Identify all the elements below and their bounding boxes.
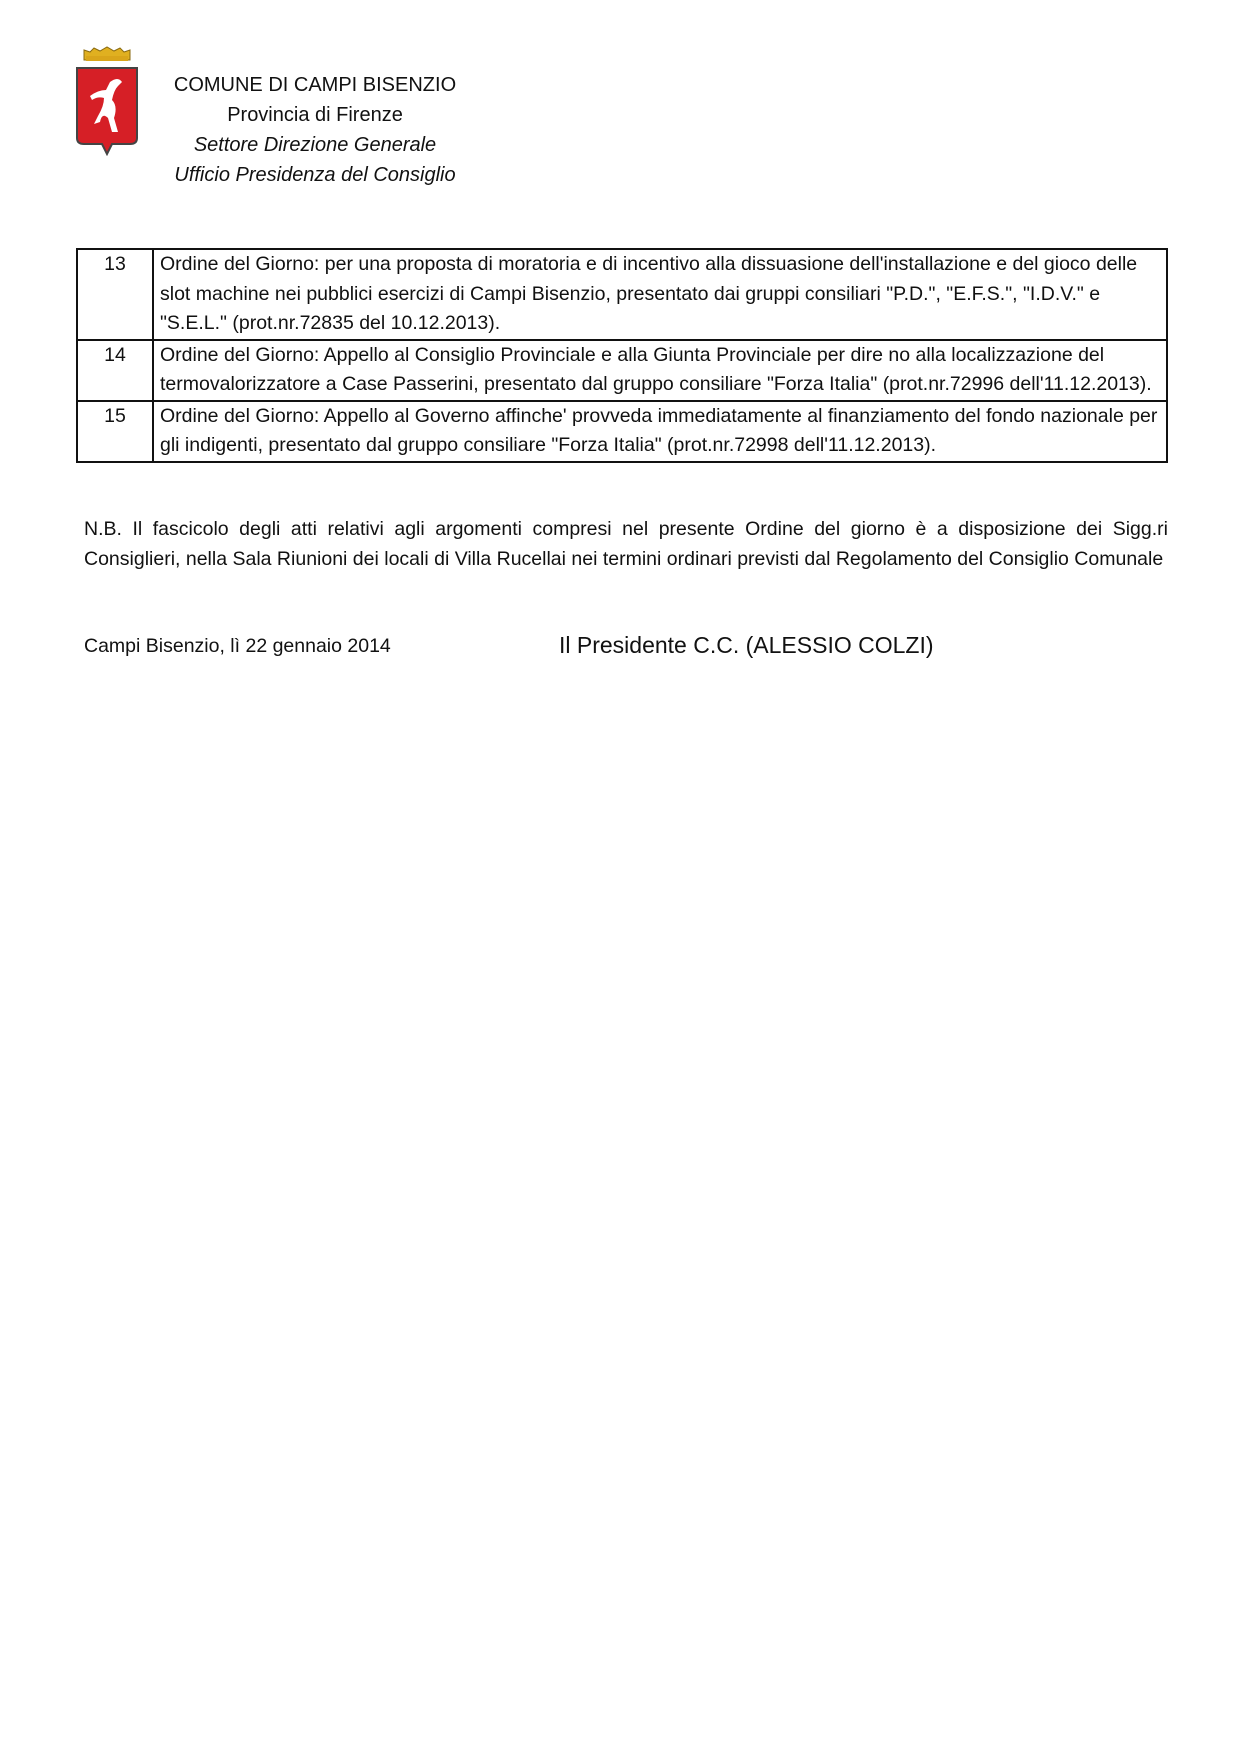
- province-name: Provincia di Firenze: [227, 104, 403, 126]
- place-date: Campi Bisenzio, lì 22 gennaio 2014: [84, 635, 391, 657]
- sector-name: Settore Direzione Generale: [193, 134, 437, 156]
- item-number: 15: [77, 401, 153, 462]
- coat-of-arms-logo: [74, 46, 140, 156]
- signature-line: Il Presidente C.C. (ALESSIO COLZI): [559, 632, 934, 658]
- item-number: 14: [77, 340, 153, 401]
- municipality-name: COMUNE DI CAMPI BISENZIO: [173, 74, 457, 96]
- office-name: Ufficio Presidenza del Consiglio: [174, 164, 456, 186]
- item-number: 13: [77, 249, 153, 340]
- item-text: Ordine del Giorno: Appello al Governo affinche' provveda immediatamente al finanziamento del fondo nazionale per gli indigenti, presentato dal gruppo consiliare "Forza Italia" (prot.nr.72998 dell'11.12.2013).: [153, 401, 1167, 462]
- table-row: [77, 249, 1167, 340]
- note-paragraph: N.B. Il fascicolo degli atti relativi agli argomenti compresi nel presente Ordine del giorno è a disposizione dei Sigg.ri Consiglieri, nella Sala Riunioni dei locali di Villa Rucellai nei termini ordinari previsti dal Regolamento del Consiglio Comunale: [84, 518, 1168, 570]
- table-row: [77, 401, 1167, 462]
- table-row: [77, 340, 1167, 401]
- item-text: Ordine del Giorno: per una proposta di moratoria e di incentivo alla dissuasione dell'installazione e del gioco delle slot machine nei pubblici esercizi di Campi Bisenzio, presentato dai gruppi consiliari "P.D.", "E.F.S.", "I.D.V." e "S.E.L." (prot.nr.72835 del 10.12.2013).: [153, 249, 1167, 340]
- agenda-table: [76, 248, 1168, 463]
- document-header: [150, 70, 480, 190]
- item-text: Ordine del Giorno: Appello al Consiglio Provinciale e alla Giunta Provinciale per dire no alla localizzazione del termovalorizzatore a Case Passerini, presentato dal gruppo consiliare "Forza Italia" (prot.nr.72996 dell'11.12.2013).: [153, 340, 1167, 401]
